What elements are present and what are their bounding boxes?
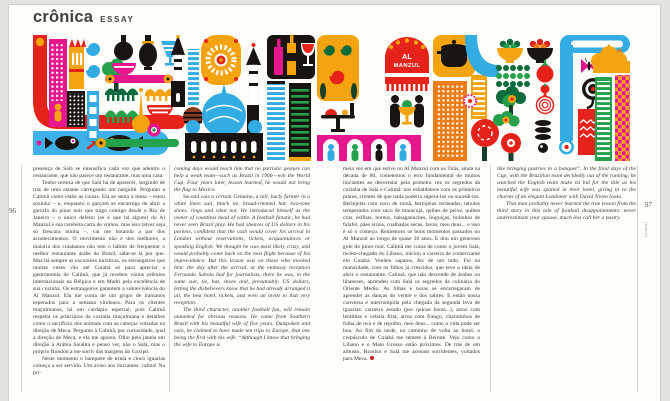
red-tree (471, 119, 499, 161)
sun-medallion (201, 35, 241, 85)
spiral-column (87, 44, 99, 141)
page-number-left: 96 (9, 207, 16, 215)
text-column-1 (33, 166, 165, 394)
paragraph: presença de Salá se intensifica cada vez que adentro o restaurante, que não parece um restaurante, mas uma casa. (33, 166, 165, 180)
paragraph: Tenho certeza de que Salá há de aparecer, surgindo de trás de uma estante carregando um narguilé. Pergunto a Calimã como estão as coisas. Ela se senta à mesa – estou sozinho – e, enquanto o garçom se encarrega de abrir a garrafa do pinot noir que trago comigo desde o Rio de Janeiro – o único defeito (se é que há algum) do Al Manzul é sua rarefeita carta de vinhos, mas isso talvez seja só frescura minha –, vai me botando a par dos acontecimentos. O movimento não é dos melhores, a maioria dos cuiabanos não tem o hábito de frequentar o melhor restaurante árabe do Brasil, sabe-se lá por que. Mas há sempre as excursões turísticas, os estrangeiros que muitas vezes vão até Cuiabá só para apreciar a gastronomia de Calimã, que já recebeu vários prêmios internacionais na Bélgica e em Madri pela excelência de sua cozinha. Os estrangeiros garantem a sobrevivência do Al Manzul. Ela me conta de um grupo de iranianos esperados para a semana vindoura. Para os clientes muçulmanos, há um cardápio especial, pois Calimã respeita os princípios da cozinha muçulmana e detalhes como o sacrifício dos animais com as cabeças voltadas na direção de Meca. Pergunto à Calimã, por curiosidade, qual a direção de Meca, e ela me aponta. Olho pela janela em direção à Arábia Saudita e penso ver, não o Salá, mas o próprio Rondon a me sorrir das margens do Coxipó. (33, 180, 165, 356)
green-striped-building (595, 77, 612, 161)
pastry-panel (317, 35, 359, 132)
paragraph: like bringing pastries to a banquet”. In the final days of the Cup, with the Brazilian team decidedly out of the running, he watched the English team make its bid for the title as his beautiful wife was spotted in their hotel, giving in to the charms of an elegant Londoner with David Niven looks. (497, 166, 636, 201)
al-manzul-sign (385, 37, 429, 91)
pink-tower (49, 39, 67, 127)
svg-text:MANZUL: MANZUL (393, 63, 421, 69)
paragraph: meia vez em que estive no Al Manzul com os Titãs, ainda na década de 80, cometemos o erro fundamental de muitos iniciantes ao desvendar pela primeira vez os segredos da cozinha de Salá e Calimã: nos esbaldamos com os primeiros pratos, crentes de que nada poderia superá-los ou sucedê-los. Berinjelas com suco de romã, berinjelas recheadas, tabules temperados com suco de maracujá, quibes de peixe, quibes crus, esfihas, homus, babaganuches, linguiças, bolinhos de falafel, pães sírios, coalhadas secas, favas, meu deus... e isso é só o começo. Rememoro os bons momentos passados no Al Manzul ao longo de quase 30 anos. E dou um generoso gole do pinot noir. Calimã me conta de como o jovem Salá, recém-chegado do Líbano, iniciou a carreira de comerciante em Cuiabá. Vendeu sapatos, fez de um tudo. Foi na maturidade, com os filhos já crescidos, que teve a ideia de abrir o restaurante. Calimã, que não descende de árabes ou libaneses, aprendeu com Salá os segredos da culinária do Oriente Médio. As filhas e noras se encarregaram de aprender as danças do ventre e dos sabres. E então nossa conversa é interrompida pela chegada da segunda leva de iguarias: carneiro assado (por quinze horas...), arroz com lentilhas e cebola frita, arroz com frango, charutinhos de folha de uva e de repolho, meu deus... como a vida pode ser boa. Ao fim da tarde, no caminho de volta ao hotel, o crepúsculo de Cuiabá me remete à Beirute. Vejo como o Líbano e o Mato Grosso estão próximos. De trás de um arbusto, Rondon e Salá me acenam sorridentes, voltados para Meca. (343, 166, 480, 363)
paragraph: Second was a certain Genuíno, a tall, burly farmer in a white linen suit, black tie, broad-rimmed hat, two-tone shoes, rings and what not. He introduced himself as the owner of countless head of cattle. A football fanatic, he had never seen Brazil play. He had sheaves of US dollars in his pockets, confident that the cash would cover his arrival in London without reservations, tickets, acquaintances or speaking English. We thought he was most likely crazy, and would probably come back on the next flight because of his improvidence. But this lesson was on those who mocked him: the day after the arrival, at the embassy reception Fernando Saboia had for journalists, there he was, in the same suit, tie, hat, shoes and, presumably, US dollars, letting the disbelievers know that he had already arranged it all, the best hotel, tickets, and even an invite to that very reception. (174, 194, 310, 306)
wine-bottles (267, 35, 315, 79)
paragraph: coming days would teach him that no patriotic gesture can help a weak team—such as Brazil in 1966—win the World Cup. Four years later, lesson learned, he would not bring the flag to Mexico. (174, 166, 310, 194)
striped-buildings (267, 81, 311, 161)
figures-with-bowl (390, 95, 424, 128)
right-margin-rule (637, 165, 638, 392)
left-margin-rule (21, 165, 22, 392)
paragraph: Neste momento o banquete de trinta e cinco iguarias começa a ser servido. Um aviso aos iniciantes: calma! Na pri- (33, 356, 165, 377)
text-column-3 (343, 166, 480, 394)
colonnade-with-people (317, 135, 421, 161)
tomato-onion (535, 60, 554, 153)
section-header (33, 8, 134, 27)
orange-building (433, 75, 487, 161)
checkered-building (615, 75, 630, 161)
end-mark (370, 356, 374, 360)
column-rule-right-page (490, 165, 491, 392)
text-column-4 (497, 166, 636, 394)
column-rule-left-page (169, 165, 170, 392)
svg-text:AL: AL (402, 52, 412, 61)
text-column-2 (174, 166, 310, 394)
minaret-left (171, 35, 199, 107)
crown-tower (67, 39, 86, 127)
spine-label: (oásis) (644, 222, 649, 238)
page-number-right: 97 (645, 201, 652, 209)
pea-rows (496, 65, 530, 87)
vases (112, 35, 179, 82)
produce-bowls (497, 39, 553, 63)
paragraph: The third character, another football fan, will remain unnamed for obvious reasons. He came from Southern Brazil with his beautiful wife of five years. Outspoken and vain, he claimed to have made ten trips to Europe, that one being the first with his wife. “Although I know that bringing the wife to Europe is (174, 306, 310, 349)
illustration-artwork (33, 35, 630, 161)
flower-trees (493, 86, 526, 161)
page-subtitle: ESSAY (100, 15, 135, 24)
paragraph: That man probably never learned the true lesson from the third story in this tale of football disappointments: never underestimate your spouse, much less call her a pastry. (497, 201, 636, 222)
page-title: crônica (33, 8, 94, 26)
